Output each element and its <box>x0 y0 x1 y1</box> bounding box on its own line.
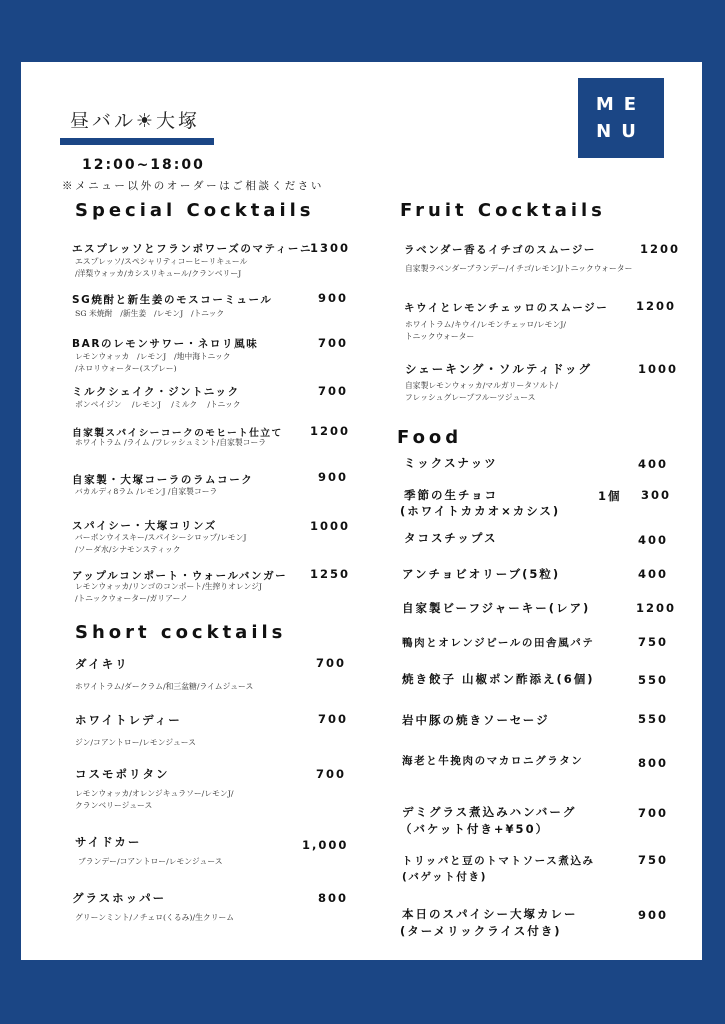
short-item-name: ホワイトレディー <box>75 713 182 727</box>
fruit-item-name: シェーキング・ソルティドッグ <box>405 362 593 376</box>
food-item-name-sub: （バケット付き+¥50） <box>400 822 550 836</box>
short-item-price: 1,000 <box>302 838 349 852</box>
special-item-desc: ボンベイジン /レモンJ /ミルク /トニック <box>75 400 241 409</box>
food-item-name-sub: (ホワイトカカオ×カシス) <box>400 504 561 518</box>
special-item-name: アップルコンポート・ウォールバンガー <box>72 570 288 582</box>
food-item-price: 550 <box>638 712 669 726</box>
short-item-name: コスモポリタン <box>75 767 170 781</box>
special-item-name: 自家製スパイシーコークのモヒート仕立て <box>72 428 283 439</box>
special-item-price: 1250 <box>310 567 351 581</box>
food-item-name: 焼き餃子 山椒ポン酢添え(6個) <box>402 672 595 686</box>
short-item-name: サイドカー <box>75 835 142 849</box>
food-item-name: 海老と牛挽肉のマカロニグラタン <box>402 755 584 767</box>
short-item-price: 700 <box>316 767 347 781</box>
special-item-name: スパイシー・大塚コリンズ <box>72 520 217 532</box>
special-item-price: 1300 <box>310 241 351 255</box>
short-item-desc: ブランデー/コアントロー/レモンジュース <box>78 857 223 866</box>
short-item-price: 800 <box>318 891 349 905</box>
food-item-price: 400 <box>638 533 669 547</box>
opening-hours: 12:00~18:00 <box>82 157 205 173</box>
short-item-desc: クランベリージュース <box>75 801 153 810</box>
food-item-qty: 1個 <box>598 489 622 503</box>
food-item-name: ミックスナッツ <box>404 456 498 470</box>
special-item-price: 1000 <box>310 519 351 533</box>
food-item-name: 自家製ビーフジャーキー(レア) <box>402 601 591 615</box>
food-item-price: 300 <box>641 488 672 502</box>
section-fruit-cocktails: Fruit Cocktails <box>400 200 606 221</box>
short-item-name: ダイキリ <box>75 657 129 671</box>
short-item-desc: レモンウォッカ/オレンジキュラソー/レモンJ/ <box>75 789 234 798</box>
fruit-item-price: 1000 <box>638 362 679 376</box>
short-item-name: グラスホッパー <box>72 891 167 905</box>
food-item-price: 750 <box>638 635 669 649</box>
short-item-desc: ジン/コアントロー/レモンジュース <box>75 738 196 747</box>
special-item-desc: レモンウォッカ/リンゴのコンポート/生搾りオレンジJ <box>75 582 263 591</box>
special-item-desc: /ネロリウォーター(スプレー) <box>75 364 177 373</box>
special-item-price: 1200 <box>310 424 351 438</box>
special-item-price: 900 <box>318 291 349 305</box>
special-item-desc: SG 米焼酎 /新生姜 /レモンJ /トニック <box>75 309 225 318</box>
food-item-price: 750 <box>638 853 669 867</box>
food-item-name: タコスチップス <box>404 531 498 545</box>
short-item-price: 700 <box>316 656 347 670</box>
special-item-desc: ホワイトラム /ライム /フレッシュミント/自家製コーラ <box>75 438 267 447</box>
special-item-price: 700 <box>318 384 349 398</box>
menu-badge <box>578 78 664 158</box>
section-short-cocktails: Short cocktails <box>75 622 287 643</box>
fruit-item-desc: フレッシュグレープフルーツジュース <box>405 393 536 402</box>
food-item-name-sub: (バゲット付き) <box>402 871 487 883</box>
special-item-desc: レモンウォッカ /レモンJ /地中海トニック <box>75 352 231 361</box>
section-special-cocktails: Special Cocktails <box>75 200 315 221</box>
fruit-item-price: 1200 <box>636 299 677 313</box>
special-item-name: ミルクシェイク・ジントニック <box>72 386 240 398</box>
special-item-name: 自家製・大塚コーラのラムコーク <box>72 474 254 486</box>
fruit-item-desc: 自家製レモンウォッカ/マルガリータソルト/ <box>405 381 558 390</box>
food-item-name: 岩中豚の焼きソーセージ <box>402 713 550 727</box>
order-note: ※メニュー以外のオーダーはご相談ください <box>62 180 324 192</box>
special-item-name: SG焼酎と新生姜のモスコーミュール <box>72 294 273 306</box>
food-item-name: 季節の生チョコ <box>404 488 499 502</box>
menu-badge-line2: NU <box>596 121 646 142</box>
food-item-price: 550 <box>638 673 669 687</box>
food-item-name-sub: (ターメリックライス付き) <box>400 924 562 938</box>
food-item-price: 400 <box>638 457 669 471</box>
food-item-price: 400 <box>638 567 669 581</box>
short-item-desc: ホワイトラム/ダークラム/和三盆糖/ライムジュース <box>75 682 254 691</box>
special-item-desc: バカルディ8ラム /レモンJ /自家製コーラ <box>75 487 218 496</box>
food-item-price: 900 <box>638 908 669 922</box>
fruit-item-desc: トニックウォーター <box>405 332 475 341</box>
special-item-desc: エスプレッソ/スペシャリティコーヒーリキュール <box>75 257 248 266</box>
fruit-item-name: キウイとレモンチェッロのスムージー <box>404 302 609 314</box>
brand-underline <box>60 138 214 145</box>
short-item-desc: グリーンミント/ノチェロ(くるみ)/生クリーム <box>75 913 235 922</box>
menu-paper <box>21 62 702 960</box>
food-item-name: デミグラス煮込みハンバーグ <box>402 805 577 819</box>
menu-badge-line1: ME <box>595 94 647 115</box>
food-item-name: 本日のスパイシー大塚カレー <box>402 907 578 921</box>
section-food: Food <box>397 427 463 448</box>
special-item-desc: /ソーダ水/シナモンスティック <box>75 545 181 554</box>
food-item-price: 800 <box>638 756 669 770</box>
fruit-item-desc: ホワイトラム/キウイ/レモンチェッロ/レモンJ/ <box>405 320 566 329</box>
fruit-item-price: 1200 <box>640 242 681 256</box>
fruit-item-desc: 自家製ラベンダーブランデー/イチゴ/レモンJ/トニックウォーター <box>405 264 633 273</box>
food-item-name: 鴨肉とオレンジピールの田舎風パテ <box>402 637 595 649</box>
special-item-name: BARのレモンサワー・ネロリ風味 <box>72 338 259 350</box>
special-item-desc: /洋梨ウォッカ/カシスリキュール/クランベリーJ <box>75 269 242 278</box>
special-item-name: エスプレッソとフランボワーズのマティーニ <box>72 243 313 255</box>
food-item-price: 1200 <box>636 601 677 615</box>
food-item-price: 700 <box>638 806 669 820</box>
fruit-item-name: ラベンダー香るイチゴのスムージー <box>404 244 597 256</box>
short-item-price: 700 <box>318 712 349 726</box>
food-item-name: トリッパと豆のトマトソース煮込み <box>402 855 595 867</box>
food-item-name: アンチョビオリーブ(5粒) <box>402 567 561 581</box>
brand-title: 昼バル☀大塚 <box>70 110 201 132</box>
special-item-desc: /トニックウォーター/ガリアーノ <box>75 594 189 603</box>
special-item-price: 700 <box>318 336 349 350</box>
special-item-price: 900 <box>318 470 349 484</box>
special-item-desc: バーボンウイスキー/スパイシーシロップ/レモンJ <box>75 533 247 542</box>
